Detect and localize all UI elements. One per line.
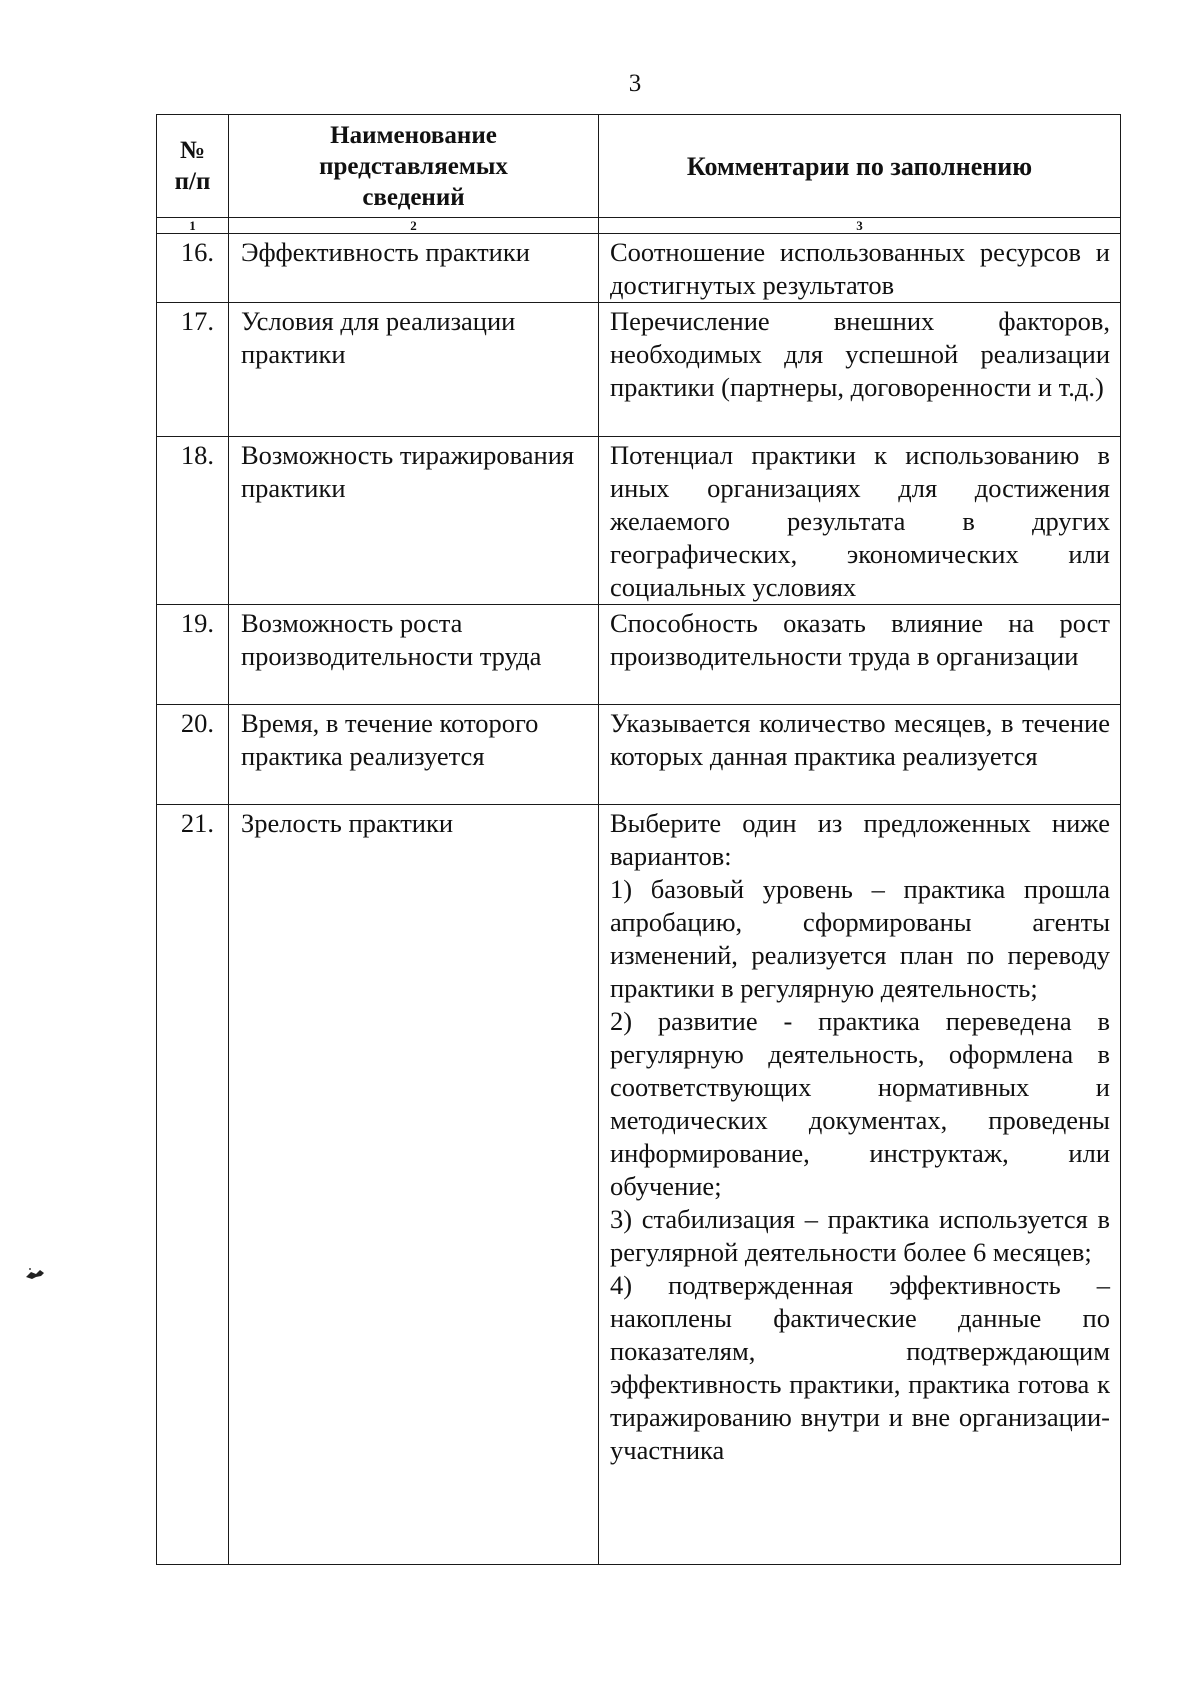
column-index: 2 xyxy=(229,218,599,234)
comment-paragraph: Указывается количество месяцев, в течение которых данная практика реализуется xyxy=(610,708,1110,771)
page-number: 3 xyxy=(628,70,642,97)
header-name-line: представляемых xyxy=(319,152,508,180)
comment-paragraph: Перечисление внешних факторов, необходимых для успешной реализации практики (партнеры, договоренности и т.д.) xyxy=(610,306,1110,402)
comment-paragraph: 3) стабилизация – практика используется в регулярной деятельности более 6 месяцев; xyxy=(610,1204,1110,1267)
row-name: Зрелость практики xyxy=(229,805,599,1565)
scan-smudge xyxy=(24,1267,46,1281)
comment-paragraph: 4) подтвержденная эффективность – накоплены фактические данные по показателям, подтверждающим эффективность практики, практика готова к тиражированию внутри и вне организации-участника xyxy=(610,1270,1110,1465)
header-num-line: п/п xyxy=(174,168,211,195)
header-num xyxy=(157,115,229,218)
row-number: 19. xyxy=(157,605,229,705)
column-index: 1 xyxy=(157,218,229,234)
row-comment xyxy=(599,437,1121,605)
row-comment xyxy=(599,805,1121,1565)
header-comment: Комментарии по заполнению xyxy=(599,115,1121,218)
row-name: Время, в течение которого практика реализуется xyxy=(229,705,599,805)
row-name: Возможность тиражирования практики xyxy=(229,437,599,605)
row-name: Эффективность практики xyxy=(229,234,599,303)
header-name xyxy=(229,115,599,218)
row-name: Возможность роста производительности труда xyxy=(229,605,599,705)
table-header-row xyxy=(157,115,1121,218)
table-row xyxy=(157,705,1121,805)
row-name: Условия для реализации практики xyxy=(229,303,599,437)
table-row xyxy=(157,234,1121,303)
column-index: 3 xyxy=(599,218,1121,234)
row-comment xyxy=(599,303,1121,437)
table-row xyxy=(157,303,1121,437)
comment-paragraph: Потенциал практики к использованию в иных организациях для достижения желаемого результата в других географических, экономических или социальных условиях xyxy=(610,440,1110,602)
requirements-table xyxy=(156,114,1121,1565)
row-number: 21. xyxy=(157,805,229,1565)
comment-paragraph: Способность оказать влияние на рост производительности труда в организации xyxy=(610,608,1110,671)
row-number: 18. xyxy=(157,437,229,605)
table-row xyxy=(157,437,1121,605)
comment-paragraph: Выберите один из предложенных ниже вариантов: xyxy=(610,808,1110,871)
row-number: 17. xyxy=(157,303,229,437)
comment-paragraph: 1) базовый уровень – практика прошла апробацию, сформированы агенты изменений, реализуется план по переводу практики в регулярную деятельность; xyxy=(610,874,1110,1003)
row-comment xyxy=(599,605,1121,705)
row-number: 20. xyxy=(157,705,229,805)
header-name-line: сведений xyxy=(362,183,465,211)
table-row xyxy=(157,605,1121,705)
table-row xyxy=(157,805,1121,1565)
header-num-line: № xyxy=(179,137,206,164)
row-comment xyxy=(599,234,1121,303)
row-number: 16. xyxy=(157,234,229,303)
column-index-row xyxy=(157,218,1121,234)
comment-paragraph: 2) развитие - практика переведена в регулярную деятельность, оформлена в соответствующих нормативных и методических документах, проведены информирование, инструктаж, или обучение; xyxy=(610,1006,1110,1201)
comment-paragraph: Соотношение использованных ресурсов и достигнутых результатов xyxy=(610,237,1110,300)
row-comment xyxy=(599,705,1121,805)
header-name-line: Наименование xyxy=(330,121,497,149)
